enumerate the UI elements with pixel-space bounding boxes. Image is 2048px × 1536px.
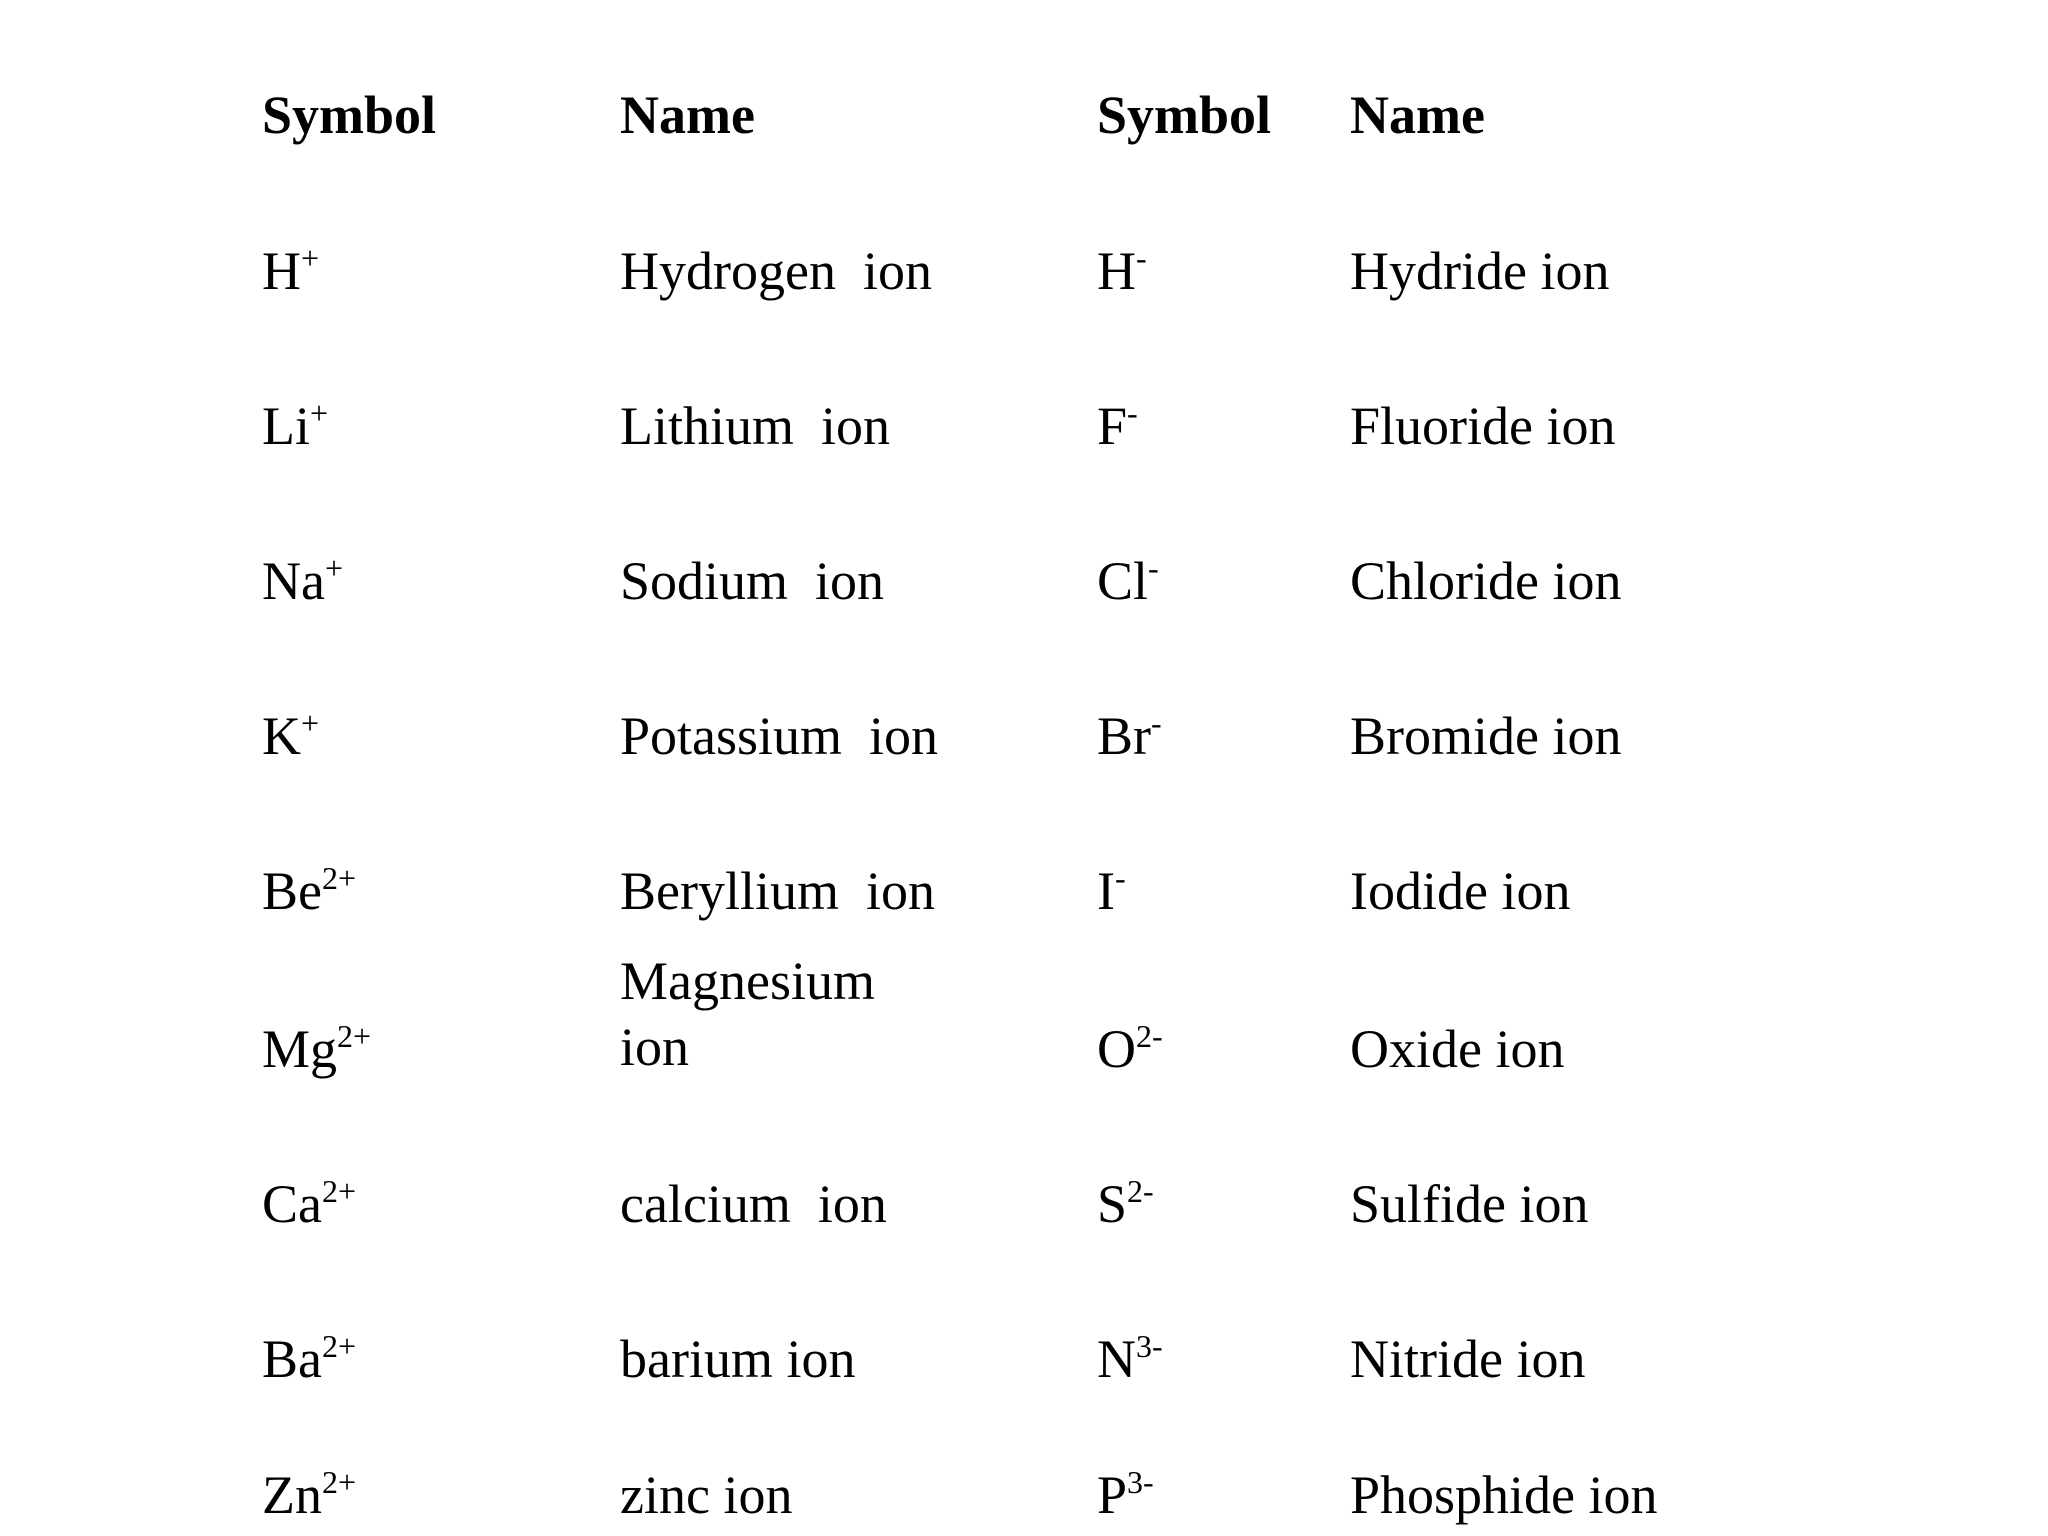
cation-charge: + bbox=[324, 550, 344, 587]
anion-charge: 2- bbox=[1127, 1173, 1154, 1210]
cation-charge: + bbox=[301, 705, 320, 742]
anion-charge: - bbox=[1127, 395, 1138, 432]
cation-symbol bbox=[262, 1462, 356, 1528]
cation-charge: + bbox=[301, 240, 320, 277]
header-name-anions: Name bbox=[1350, 85, 1485, 145]
anion-element: F bbox=[1097, 396, 1128, 456]
cation-element: Zn bbox=[262, 1465, 322, 1525]
cation-symbol bbox=[262, 703, 319, 769]
anion-charge: - bbox=[1151, 705, 1162, 742]
header-symbol-anions: Symbol bbox=[1097, 85, 1272, 145]
anion-symbol bbox=[1097, 703, 1162, 769]
cation-name: Potassium ion bbox=[620, 706, 939, 766]
cation-symbol bbox=[262, 238, 319, 304]
header-name-cations: Name bbox=[620, 85, 755, 145]
anion-charge: - bbox=[1114, 860, 1126, 897]
anion-symbol bbox=[1097, 1326, 1163, 1392]
cation-element: H bbox=[262, 241, 301, 301]
cation-element: Li bbox=[262, 396, 310, 456]
cation-symbol bbox=[262, 1326, 356, 1392]
cation-name: Beryllium ion bbox=[620, 861, 935, 921]
cation-name: Hydrogen ion bbox=[620, 241, 932, 301]
anion-name: Hydride ion bbox=[1350, 241, 1610, 301]
cation-name: zinc ion bbox=[620, 1465, 793, 1525]
anion-element: P bbox=[1097, 1465, 1128, 1525]
anion-symbol bbox=[1097, 1462, 1154, 1528]
cation-charge: 2+ bbox=[322, 1173, 357, 1210]
cation-name: Sodium ion bbox=[620, 551, 885, 611]
cation-charge: 2+ bbox=[322, 1464, 357, 1501]
anion-element: S bbox=[1097, 1174, 1128, 1234]
anion-element: Cl bbox=[1097, 551, 1149, 611]
anion-name: Fluoride ion bbox=[1350, 396, 1616, 456]
cation-charge: 2+ bbox=[322, 1328, 357, 1365]
anion-charge: - bbox=[1148, 550, 1159, 587]
anion-name: Oxide ion bbox=[1350, 1019, 1565, 1079]
anion-name: Bromide ion bbox=[1350, 706, 1622, 766]
cation-name: barium ion bbox=[620, 1329, 856, 1389]
cation-element: Ba bbox=[262, 1329, 322, 1389]
anion-element: Br bbox=[1097, 706, 1151, 766]
anion-symbol bbox=[1097, 858, 1126, 924]
anion-symbol bbox=[1097, 1171, 1154, 1237]
cation-symbol bbox=[262, 393, 328, 459]
cation-element: Mg bbox=[262, 1019, 338, 1079]
cation-name: calcium ion bbox=[620, 1174, 887, 1234]
anion-symbol bbox=[1097, 238, 1147, 304]
anion-charge: - bbox=[1136, 240, 1147, 277]
anion-symbol bbox=[1097, 548, 1159, 614]
cation-element: Be bbox=[262, 861, 322, 921]
anion-charge: 3- bbox=[1127, 1464, 1154, 1501]
anion-name: Sulfide ion bbox=[1350, 1174, 1589, 1234]
cation-symbol bbox=[262, 858, 356, 924]
anion-element: H bbox=[1097, 241, 1136, 301]
anion-element: I bbox=[1097, 861, 1115, 921]
cation-charge: 2+ bbox=[322, 860, 357, 897]
cation-symbol bbox=[262, 1171, 356, 1237]
anion-name: Nitride ion bbox=[1350, 1329, 1586, 1389]
cation-element: Ca bbox=[262, 1174, 322, 1234]
header-symbol-cations: Symbol bbox=[262, 85, 437, 145]
cation-name: Lithium ion bbox=[620, 396, 890, 456]
anion-symbol bbox=[1097, 393, 1138, 459]
cation-name: Magnesium ion bbox=[620, 951, 875, 1077]
cation-symbol bbox=[262, 1016, 371, 1082]
cation-charge: 2+ bbox=[337, 1018, 372, 1055]
anion-name: Iodide ion bbox=[1350, 861, 1571, 921]
anion-element: N bbox=[1097, 1329, 1136, 1389]
anion-symbol bbox=[1097, 1016, 1163, 1082]
cation-element: K bbox=[262, 706, 301, 766]
cation-element: Na bbox=[262, 551, 325, 611]
cation-charge: + bbox=[310, 395, 329, 432]
anion-name: Chloride ion bbox=[1350, 551, 1622, 611]
anion-charge: 2- bbox=[1136, 1018, 1163, 1055]
anion-name: Phosphide ion bbox=[1350, 1465, 1658, 1525]
anion-charge: 3- bbox=[1136, 1328, 1163, 1365]
cation-symbol bbox=[262, 548, 343, 614]
anion-element: O bbox=[1097, 1019, 1136, 1079]
